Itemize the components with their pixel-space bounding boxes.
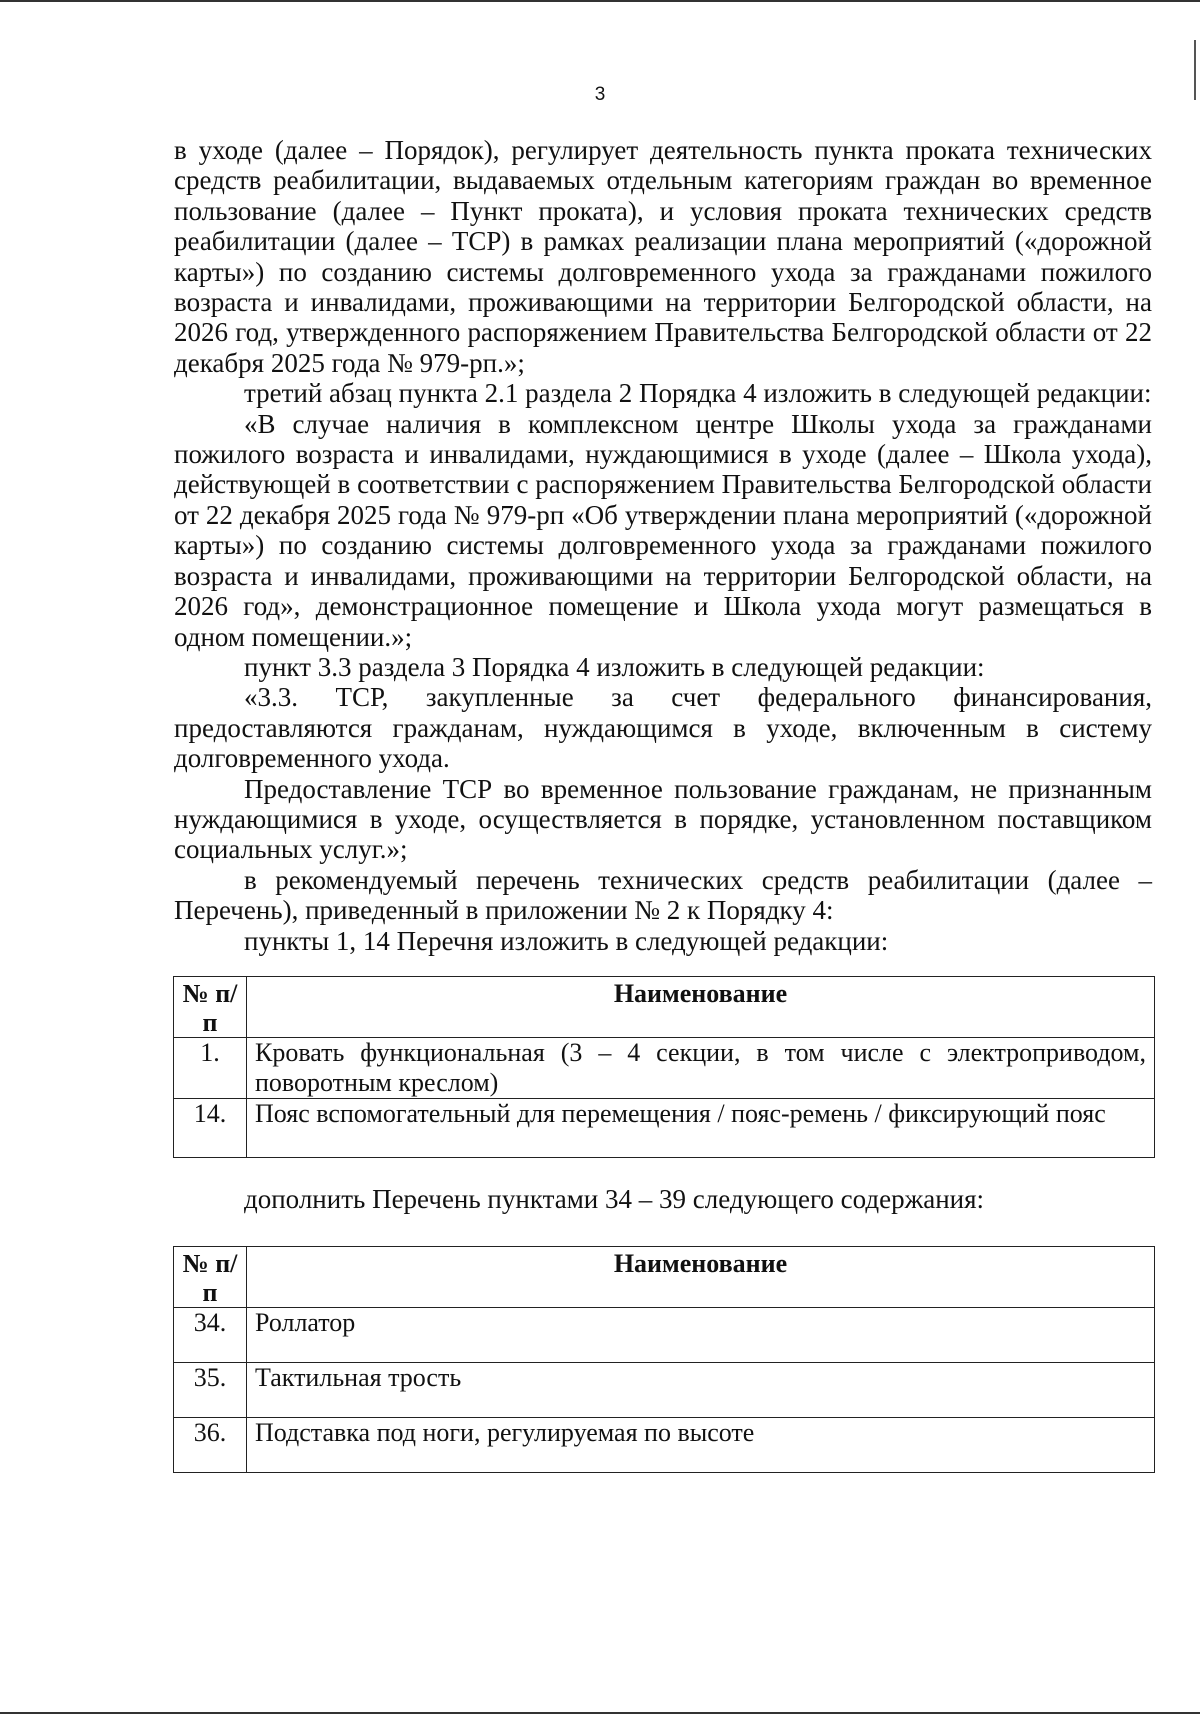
column-header-name: Наименование — [247, 976, 1155, 1037]
table-items-1-14 — [173, 976, 1155, 1158]
paragraph-tsr-federal: «3.3. ТСР, закупленные за счет федерального финансирования, предоставляются гражданам, нуждающимся в уходе, включенным в систему долговременного ухода. — [174, 682, 1152, 774]
table-items-34-39 — [173, 1246, 1155, 1473]
row-name: Тактильная трость — [247, 1363, 1155, 1418]
row-name: Пояс вспомогательный для перемещения / пояс-ремень / фиксирующий пояс — [247, 1098, 1155, 1157]
table-row — [174, 1037, 1155, 1098]
paragraph-recommended-list: в рекомендуемый перечень технических средств реабилитации (далее – Перечень), приведенный в приложении № 2 к Порядку 4: — [174, 864, 1152, 926]
table-row — [174, 1418, 1155, 1473]
row-number: 1. — [174, 1037, 247, 1098]
paragraph-items-1-14: пункты 1, 14 Перечня изложить в следующей редакции: — [244, 925, 889, 956]
page-number: 3 — [594, 84, 606, 105]
row-number: 14. — [174, 1098, 247, 1157]
table-header-row — [174, 1247, 1155, 1308]
table-row — [174, 1308, 1155, 1363]
table-header-row — [174, 976, 1155, 1037]
row-number: 35. — [174, 1363, 247, 1418]
paragraph-amendment-2-1: третий абзац пункта 2.1 раздела 2 Порядка 4 изложить в следующей редакции: — [244, 378, 1152, 409]
table-row — [174, 1363, 1155, 1418]
paragraph-school-of-care: «В случае наличия в комплексном центре Школы ухода за гражданами пожилого возраста и инвалидами, нуждающимися в уходе (далее – Школа ухода), действующей в соответствии с распоряжением Правительства Белгородской области от 22 декабря 2025 года № 979-рп «Об утверждении плана мероприятий («дорожной карты») по созданию системы долговременного ухода за гражданами пожилого возраста и инвалидами, проживающими на территории Белгородской области, на 2026 год», демонстрационное помещение и Школа ухода могут размещаться в одном помещении.»; — [174, 408, 1152, 652]
row-number: 34. — [174, 1308, 247, 1363]
table-row — [174, 1098, 1155, 1157]
row-name: Кровать функциональная (3 – 4 секции, в том числе с электроприводом, поворотным креслом) — [247, 1037, 1155, 1098]
row-name: Подставка под ноги, регулируемая по высоте — [247, 1418, 1155, 1473]
paragraph-amendment-3-3: пункт 3.3 раздела 3 Порядка 4 изложить в следующей редакции: — [244, 651, 985, 682]
row-number: 36. — [174, 1418, 247, 1473]
paragraph-tsr-temporary-use: Предоставление ТСР во временное пользование гражданам, не признанным нуждающимися в уходе, осуществляется в порядке, установленном поставщиком социальных услуг.»; — [174, 773, 1152, 865]
paragraph-order-definition: в уходе (далее – Порядок), регулирует деятельность пункта проката технических средств реабилитации, выдаваемых отдельным категориям граждан во временное пользование (далее – Пункт проката), и условия проката технических средств реабилитации (далее – ТСР) в рамках реализации плана мероприятий («дорожной карты») по созданию системы долговременного ухода за гражданами пожилого возраста и инвалидами, проживающими на территории Белгородской области, на 2026 год, утвержденного распоряжением Правительства Белгородской области от 22 декабря 2025 года № 979-рп.»; — [174, 135, 1152, 378]
paragraph-items-34-39: дополнить Перечень пунктами 34 – 39 следующего содержания: — [244, 1183, 985, 1214]
column-header-number: № п/п — [174, 1247, 247, 1308]
document-body — [174, 135, 1152, 1473]
column-header-name: Наименование — [247, 1247, 1155, 1308]
row-name: Роллатор — [247, 1308, 1155, 1363]
column-header-number: № п/п — [174, 976, 247, 1037]
